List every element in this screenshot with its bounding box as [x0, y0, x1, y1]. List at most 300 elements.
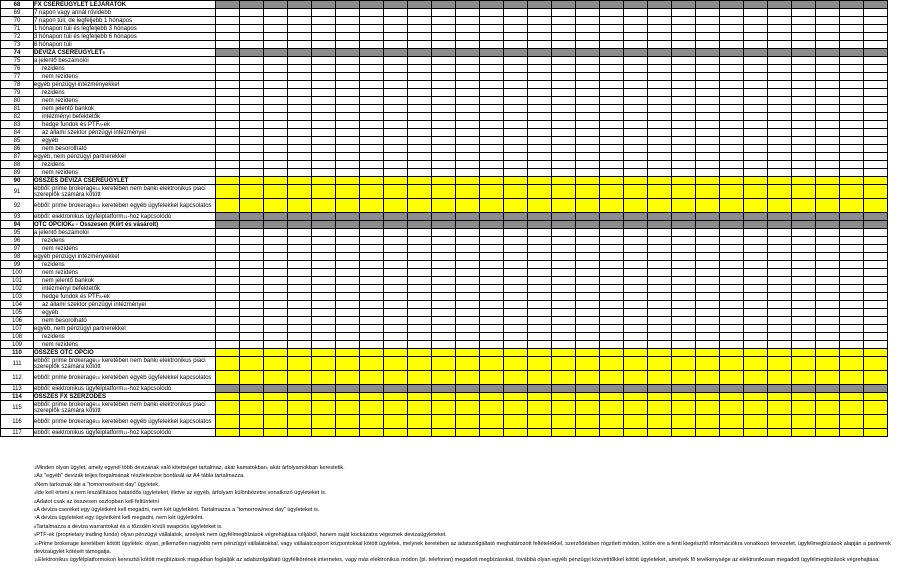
data-cell[interactable] — [360, 33, 384, 41]
data-cell[interactable] — [672, 97, 696, 105]
data-cell[interactable] — [648, 113, 672, 121]
data-cell[interactable] — [360, 137, 384, 145]
data-cell[interactable] — [720, 73, 744, 81]
data-cell[interactable] — [768, 341, 792, 349]
data-cell[interactable] — [768, 65, 792, 73]
data-cell[interactable] — [216, 145, 240, 153]
data-cell[interactable] — [360, 221, 384, 229]
data-cell[interactable] — [768, 97, 792, 105]
data-cell[interactable] — [408, 245, 432, 253]
data-cell[interactable] — [312, 89, 336, 97]
data-cell[interactable] — [528, 293, 552, 301]
data-cell[interactable] — [480, 65, 504, 73]
data-cell[interactable] — [360, 177, 384, 185]
data-cell[interactable] — [408, 261, 432, 269]
data-cell[interactable] — [312, 229, 336, 237]
data-cell[interactable] — [288, 121, 312, 129]
data-cell[interactable] — [816, 161, 840, 169]
data-cell[interactable] — [696, 57, 720, 65]
data-cell[interactable] — [624, 285, 648, 293]
data-cell[interactable] — [648, 49, 672, 57]
data-cell[interactable] — [216, 393, 240, 401]
data-cell[interactable] — [672, 349, 696, 357]
data-cell[interactable] — [480, 309, 504, 317]
data-cell[interactable] — [624, 89, 648, 97]
data-cell[interactable] — [552, 293, 576, 301]
data-cell[interactable] — [360, 325, 384, 333]
data-cell[interactable] — [768, 325, 792, 333]
data-cell[interactable] — [696, 169, 720, 177]
data-cell[interactable] — [624, 105, 648, 113]
data-cell[interactable] — [552, 49, 576, 57]
data-cell[interactable] — [672, 269, 696, 277]
data-cell[interactable] — [456, 105, 480, 113]
data-cell[interactable] — [648, 309, 672, 317]
data-cell[interactable] — [864, 113, 888, 121]
data-cell[interactable] — [648, 301, 672, 309]
data-cell[interactable] — [816, 113, 840, 121]
data-cell[interactable] — [528, 153, 552, 161]
data-cell[interactable] — [384, 81, 408, 89]
data-cell[interactable] — [264, 341, 288, 349]
data-cell[interactable] — [360, 293, 384, 301]
data-cell[interactable] — [240, 301, 264, 309]
data-cell[interactable] — [216, 97, 240, 105]
data-cell[interactable] — [216, 41, 240, 49]
data-cell[interactable] — [384, 137, 408, 145]
data-cell[interactable] — [384, 17, 408, 25]
data-cell[interactable] — [432, 429, 456, 437]
data-cell[interactable] — [240, 177, 264, 185]
data-cell[interactable] — [336, 301, 360, 309]
data-cell[interactable] — [480, 261, 504, 269]
data-cell[interactable] — [408, 153, 432, 161]
data-cell[interactable] — [720, 105, 744, 113]
data-cell[interactable] — [552, 81, 576, 89]
data-cell[interactable] — [768, 357, 792, 371]
data-cell[interactable] — [408, 73, 432, 81]
data-cell[interactable] — [552, 317, 576, 325]
data-cell[interactable] — [408, 371, 432, 385]
data-cell[interactable] — [240, 341, 264, 349]
data-cell[interactable] — [744, 137, 768, 145]
data-cell[interactable] — [792, 341, 816, 349]
data-cell[interactable] — [720, 185, 744, 199]
data-cell[interactable] — [264, 137, 288, 145]
data-cell[interactable] — [840, 221, 864, 229]
data-cell[interactable] — [720, 415, 744, 429]
data-cell[interactable] — [744, 245, 768, 253]
data-cell[interactable] — [384, 199, 408, 213]
data-cell[interactable] — [864, 429, 888, 437]
data-cell[interactable] — [312, 185, 336, 199]
data-cell[interactable] — [768, 301, 792, 309]
data-cell[interactable] — [600, 253, 624, 261]
data-cell[interactable] — [264, 229, 288, 237]
data-cell[interactable] — [792, 113, 816, 121]
data-cell[interactable] — [768, 145, 792, 153]
data-cell[interactable] — [576, 49, 600, 57]
data-cell[interactable] — [792, 17, 816, 25]
data-cell[interactable] — [840, 429, 864, 437]
data-cell[interactable] — [864, 229, 888, 237]
data-cell[interactable] — [288, 129, 312, 137]
data-cell[interactable] — [528, 129, 552, 137]
data-cell[interactable] — [384, 269, 408, 277]
data-cell[interactable] — [456, 245, 480, 253]
data-cell[interactable] — [360, 185, 384, 199]
data-cell[interactable] — [624, 97, 648, 105]
data-cell[interactable] — [864, 49, 888, 57]
data-cell[interactable] — [504, 341, 528, 349]
data-cell[interactable] — [360, 309, 384, 317]
data-cell[interactable] — [792, 25, 816, 33]
data-cell[interactable] — [648, 185, 672, 199]
data-cell[interactable] — [744, 293, 768, 301]
data-cell[interactable] — [504, 97, 528, 105]
data-cell[interactable] — [768, 199, 792, 213]
data-cell[interactable] — [552, 153, 576, 161]
data-cell[interactable] — [720, 393, 744, 401]
data-cell[interactable] — [816, 213, 840, 221]
data-cell[interactable] — [552, 121, 576, 129]
data-cell[interactable] — [648, 137, 672, 145]
data-cell[interactable] — [504, 33, 528, 41]
data-cell[interactable] — [744, 153, 768, 161]
data-cell[interactable] — [480, 317, 504, 325]
data-cell[interactable] — [624, 121, 648, 129]
data-cell[interactable] — [768, 221, 792, 229]
data-cell[interactable] — [600, 349, 624, 357]
data-cell[interactable] — [624, 325, 648, 333]
data-cell[interactable] — [456, 1, 480, 9]
data-cell[interactable] — [816, 17, 840, 25]
data-cell[interactable] — [264, 81, 288, 89]
data-cell[interactable] — [312, 199, 336, 213]
data-cell[interactable] — [840, 25, 864, 33]
data-cell[interactable] — [456, 81, 480, 89]
data-cell[interactable] — [792, 185, 816, 199]
data-cell[interactable] — [816, 325, 840, 333]
data-cell[interactable] — [696, 137, 720, 145]
data-cell[interactable] — [624, 371, 648, 385]
data-cell[interactable] — [216, 57, 240, 65]
data-cell[interactable] — [744, 129, 768, 137]
data-cell[interactable] — [312, 309, 336, 317]
data-cell[interactable] — [768, 169, 792, 177]
data-cell[interactable] — [792, 245, 816, 253]
data-cell[interactable] — [360, 317, 384, 325]
data-cell[interactable] — [240, 325, 264, 333]
data-cell[interactable] — [504, 333, 528, 341]
data-cell[interactable] — [792, 269, 816, 277]
data-cell[interactable] — [432, 89, 456, 97]
data-cell[interactable] — [504, 393, 528, 401]
data-cell[interactable] — [840, 237, 864, 245]
data-cell[interactable] — [264, 121, 288, 129]
data-cell[interactable] — [240, 153, 264, 161]
data-cell[interactable] — [840, 1, 864, 9]
data-cell[interactable] — [840, 245, 864, 253]
data-cell[interactable] — [816, 129, 840, 137]
data-cell[interactable] — [528, 393, 552, 401]
data-cell[interactable] — [336, 261, 360, 269]
data-cell[interactable] — [840, 177, 864, 185]
data-cell[interactable] — [840, 137, 864, 145]
data-cell[interactable] — [624, 317, 648, 325]
data-cell[interactable] — [456, 385, 480, 393]
data-cell[interactable] — [528, 185, 552, 199]
data-cell[interactable] — [840, 113, 864, 121]
data-cell[interactable] — [720, 25, 744, 33]
data-cell[interactable] — [360, 429, 384, 437]
data-cell[interactable] — [720, 357, 744, 371]
data-cell[interactable] — [432, 213, 456, 221]
data-cell[interactable] — [744, 89, 768, 97]
data-cell[interactable] — [720, 245, 744, 253]
data-cell[interactable] — [816, 261, 840, 269]
data-cell[interactable] — [864, 371, 888, 385]
data-cell[interactable] — [528, 105, 552, 113]
data-cell[interactable] — [672, 185, 696, 199]
data-cell[interactable] — [576, 89, 600, 97]
data-cell[interactable] — [552, 1, 576, 9]
data-cell[interactable] — [264, 17, 288, 25]
data-cell[interactable] — [576, 341, 600, 349]
data-cell[interactable] — [696, 349, 720, 357]
data-cell[interactable] — [288, 309, 312, 317]
data-cell[interactable] — [384, 325, 408, 333]
data-cell[interactable] — [600, 153, 624, 161]
data-cell[interactable] — [384, 9, 408, 17]
data-cell[interactable] — [384, 185, 408, 199]
data-cell[interactable] — [744, 57, 768, 65]
data-cell[interactable] — [432, 25, 456, 33]
data-cell[interactable] — [768, 89, 792, 97]
data-cell[interactable] — [384, 317, 408, 325]
data-cell[interactable] — [240, 33, 264, 41]
data-cell[interactable] — [240, 349, 264, 357]
data-cell[interactable] — [264, 415, 288, 429]
data-cell[interactable] — [840, 199, 864, 213]
data-cell[interactable] — [792, 429, 816, 437]
data-cell[interactable] — [792, 9, 816, 17]
data-cell[interactable] — [240, 371, 264, 385]
data-cell[interactable] — [288, 89, 312, 97]
data-cell[interactable] — [312, 213, 336, 221]
data-cell[interactable] — [720, 237, 744, 245]
data-cell[interactable] — [648, 9, 672, 17]
data-cell[interactable] — [624, 1, 648, 9]
data-cell[interactable] — [216, 341, 240, 349]
data-cell[interactable] — [384, 169, 408, 177]
data-cell[interactable] — [600, 65, 624, 73]
data-cell[interactable] — [672, 65, 696, 73]
data-cell[interactable] — [744, 185, 768, 199]
data-cell[interactable] — [360, 89, 384, 97]
data-cell[interactable] — [432, 245, 456, 253]
data-cell[interactable] — [720, 153, 744, 161]
data-cell[interactable] — [576, 137, 600, 145]
data-cell[interactable] — [648, 385, 672, 393]
data-cell[interactable] — [720, 429, 744, 437]
data-cell[interactable] — [312, 33, 336, 41]
data-cell[interactable] — [864, 137, 888, 145]
data-cell[interactable] — [240, 129, 264, 137]
data-cell[interactable] — [504, 121, 528, 129]
data-cell[interactable] — [840, 17, 864, 25]
data-cell[interactable] — [840, 269, 864, 277]
data-cell[interactable] — [264, 285, 288, 293]
data-cell[interactable] — [360, 253, 384, 261]
data-cell[interactable] — [648, 153, 672, 161]
data-cell[interactable] — [792, 349, 816, 357]
data-cell[interactable] — [216, 185, 240, 199]
data-cell[interactable] — [504, 415, 528, 429]
data-cell[interactable] — [528, 285, 552, 293]
data-cell[interactable] — [384, 97, 408, 105]
data-cell[interactable] — [576, 253, 600, 261]
data-cell[interactable] — [216, 293, 240, 301]
data-cell[interactable] — [240, 293, 264, 301]
data-cell[interactable] — [504, 371, 528, 385]
data-cell[interactable] — [576, 401, 600, 415]
data-cell[interactable] — [552, 261, 576, 269]
data-cell[interactable] — [216, 49, 240, 57]
data-cell[interactable] — [840, 121, 864, 129]
data-cell[interactable] — [864, 333, 888, 341]
data-cell[interactable] — [744, 317, 768, 325]
data-cell[interactable] — [768, 371, 792, 385]
data-cell[interactable] — [504, 41, 528, 49]
data-cell[interactable] — [744, 333, 768, 341]
data-cell[interactable] — [600, 169, 624, 177]
data-cell[interactable] — [336, 65, 360, 73]
data-cell[interactable] — [264, 325, 288, 333]
data-cell[interactable] — [312, 105, 336, 113]
data-cell[interactable] — [360, 285, 384, 293]
data-cell[interactable] — [648, 161, 672, 169]
data-cell[interactable] — [720, 49, 744, 57]
data-cell[interactable] — [312, 371, 336, 385]
data-cell[interactable] — [864, 41, 888, 49]
data-cell[interactable] — [864, 199, 888, 213]
data-cell[interactable] — [840, 349, 864, 357]
data-cell[interactable] — [432, 199, 456, 213]
data-cell[interactable] — [768, 237, 792, 245]
data-cell[interactable] — [432, 349, 456, 357]
data-cell[interactable] — [504, 301, 528, 309]
data-cell[interactable] — [336, 33, 360, 41]
data-cell[interactable] — [552, 309, 576, 317]
data-cell[interactable] — [792, 73, 816, 81]
data-cell[interactable] — [624, 349, 648, 357]
data-cell[interactable] — [408, 357, 432, 371]
data-cell[interactable] — [696, 81, 720, 89]
data-cell[interactable] — [528, 301, 552, 309]
data-cell[interactable] — [240, 81, 264, 89]
data-cell[interactable] — [864, 293, 888, 301]
data-cell[interactable] — [672, 89, 696, 97]
data-cell[interactable] — [456, 177, 480, 185]
data-cell[interactable] — [744, 121, 768, 129]
data-cell[interactable] — [288, 57, 312, 65]
data-cell[interactable] — [264, 393, 288, 401]
data-cell[interactable] — [528, 261, 552, 269]
data-cell[interactable] — [384, 145, 408, 153]
data-cell[interactable] — [600, 401, 624, 415]
data-cell[interactable] — [624, 415, 648, 429]
data-cell[interactable] — [384, 371, 408, 385]
data-cell[interactable] — [720, 213, 744, 221]
data-cell[interactable] — [336, 73, 360, 81]
data-cell[interactable] — [648, 81, 672, 89]
data-cell[interactable] — [768, 213, 792, 221]
data-cell[interactable] — [672, 9, 696, 17]
data-cell[interactable] — [816, 137, 840, 145]
data-cell[interactable] — [480, 349, 504, 357]
data-cell[interactable] — [360, 385, 384, 393]
data-cell[interactable] — [312, 393, 336, 401]
data-cell[interactable] — [624, 65, 648, 73]
data-cell[interactable] — [816, 65, 840, 73]
data-cell[interactable] — [528, 33, 552, 41]
data-cell[interactable] — [480, 371, 504, 385]
data-cell[interactable] — [576, 309, 600, 317]
data-cell[interactable] — [648, 129, 672, 137]
data-cell[interactable] — [360, 415, 384, 429]
data-cell[interactable] — [864, 317, 888, 325]
data-cell[interactable] — [240, 199, 264, 213]
data-cell[interactable] — [240, 401, 264, 415]
data-cell[interactable] — [576, 221, 600, 229]
data-cell[interactable] — [528, 161, 552, 169]
data-cell[interactable] — [720, 145, 744, 153]
data-cell[interactable] — [552, 415, 576, 429]
data-cell[interactable] — [816, 237, 840, 245]
data-cell[interactable] — [840, 97, 864, 105]
data-cell[interactable] — [408, 129, 432, 137]
data-cell[interactable] — [240, 1, 264, 9]
data-cell[interactable] — [504, 269, 528, 277]
data-cell[interactable] — [648, 213, 672, 221]
data-cell[interactable] — [216, 253, 240, 261]
data-cell[interactable] — [456, 169, 480, 177]
data-cell[interactable] — [792, 277, 816, 285]
data-cell[interactable] — [672, 317, 696, 325]
data-cell[interactable] — [264, 1, 288, 9]
data-cell[interactable] — [288, 325, 312, 333]
data-cell[interactable] — [864, 325, 888, 333]
data-cell[interactable] — [720, 129, 744, 137]
data-cell[interactable] — [528, 415, 552, 429]
data-cell[interactable] — [528, 73, 552, 81]
data-cell[interactable] — [672, 1, 696, 9]
data-cell[interactable] — [432, 145, 456, 153]
data-cell[interactable] — [672, 277, 696, 285]
data-cell[interactable] — [408, 213, 432, 221]
data-cell[interactable] — [744, 253, 768, 261]
data-cell[interactable] — [720, 333, 744, 341]
data-cell[interactable] — [816, 41, 840, 49]
data-cell[interactable] — [408, 185, 432, 199]
data-cell[interactable] — [312, 57, 336, 65]
data-cell[interactable] — [216, 9, 240, 17]
data-cell[interactable] — [744, 73, 768, 81]
data-cell[interactable] — [312, 429, 336, 437]
data-cell[interactable] — [528, 17, 552, 25]
data-cell[interactable] — [648, 65, 672, 73]
